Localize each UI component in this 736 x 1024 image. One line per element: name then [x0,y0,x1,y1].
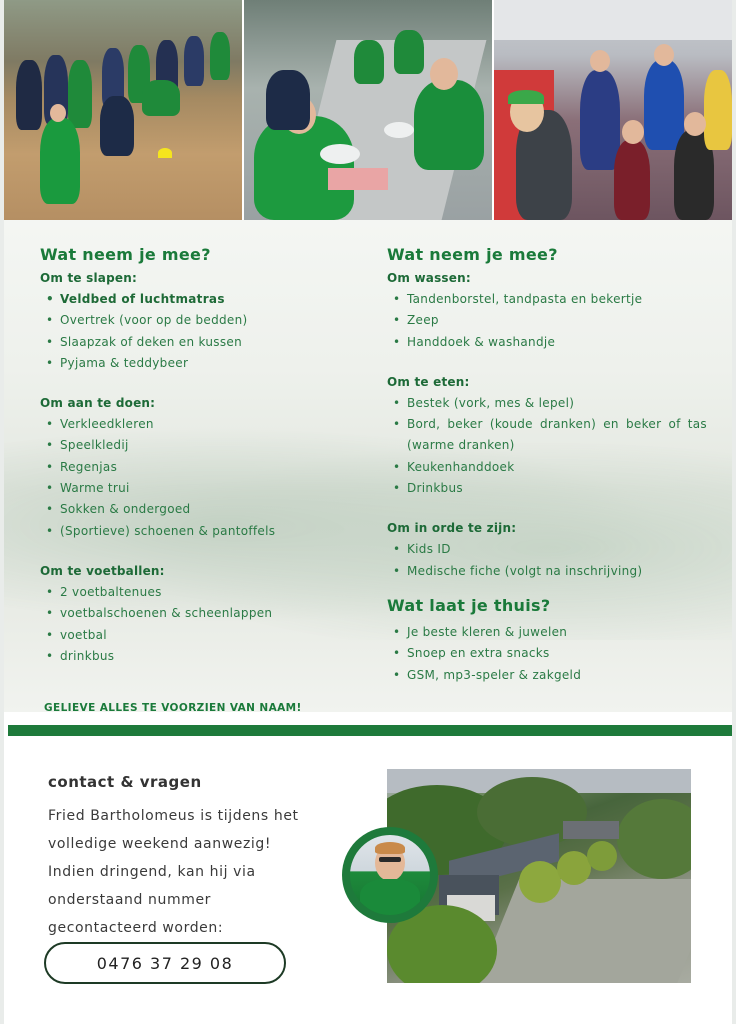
list-item: • Bestek (vork, mes & lepel) [387,393,707,414]
photo-kids-sand-field [4,0,242,220]
contact-title: contact & vragen [48,773,202,791]
contact-text [48,802,348,942]
list-item: • drinkbus [40,646,360,667]
group-heading-eat: Om te eten: [387,374,470,389]
contact-line: gecontacteerd worden: [48,920,224,936]
left-title: Wat neem je mee? [40,245,211,264]
list-item: • (Sportieve) schoenen & pantoffels [40,521,360,542]
phone-number[interactable]: 0476 37 29 08 [44,942,286,984]
list-item: • Medische fiche (volgt na inschrijving) [387,561,707,582]
list-item: • Regenjas [40,457,360,478]
list-item: • Snoep en extra snacks [387,643,707,664]
group-heading-football: Om te voetballen: [40,563,165,578]
list-item: • GSM, mp3-speler & zakgeld [387,665,707,686]
list-item: • Speelkledij [40,435,360,456]
flyer-page [4,0,732,1024]
list-item: • Sokken & ondergoed [40,499,360,520]
list-item: • Keukenhanddoek [387,457,707,478]
photo-strip [4,0,732,220]
contact-line: volledige weekend aanwezig! [48,836,272,852]
left-column [40,245,360,689]
list-item: • Warme trui [40,478,360,499]
list-item: • Pyjama & teddybeer [40,353,360,374]
contact-line: Indien dringend, kan hij via [48,864,256,880]
list-item: • Slaapzak of deken en kussen [40,332,360,353]
contact-line: Fried Bartholomeus is tijdens het [48,808,299,824]
right-title: Wat neem je mee? [387,245,558,264]
list-item: • Drinkbus [387,478,707,499]
list-item: • Zeep [387,310,707,331]
packing-list-section [4,220,732,712]
list-item: • Handdoek & washandje [387,332,707,353]
list-item: • 2 voetbaltenues [40,582,360,603]
list-documents [387,539,707,582]
photo-kids-breakfast-table [244,0,492,220]
group-heading-sleep: Om te slapen: [40,271,137,285]
list-item: • Kids ID [387,539,707,560]
home-title: Wat laat je thuis? [387,595,551,615]
group-heading-documents: Om in orde te zijn: [387,521,517,536]
group-heading-wash: Om wassen: [387,271,471,285]
list-sleep [40,289,360,374]
right-column [387,245,707,708]
list-item: • Bord, beker (koude dranken) en beker of tas (warme dranken) [387,414,707,457]
list-item: • Tandenborstel, tandpasta en bekertje [387,289,707,310]
list-item: • Je beste kleren & juwelen [387,622,707,643]
list-item: • Veldbed of luchtmatras [40,289,360,310]
avatar [350,835,430,915]
list-clothes [40,414,360,542]
name-label-notice: GELIEVE ALLES TE VOORZIEN VAN NAAM! [44,702,302,714]
list-item: • voetbalschoenen & scheenlappen [40,603,360,624]
photo-kids-costume-party [494,0,732,220]
list-wash [387,289,707,353]
list-item: • Verkleedkleren [40,414,360,435]
list-eat [387,393,707,499]
list-leave-home [387,622,707,686]
list-football [40,582,360,667]
list-item: • Overtrek (voor op de bedden) [40,310,360,331]
contact-line: onderstaand nummer [48,892,212,908]
group-heading-clothes: Om aan te doen: [40,396,156,411]
list-item: • voetbal [40,625,360,646]
divider-bar [8,725,732,736]
